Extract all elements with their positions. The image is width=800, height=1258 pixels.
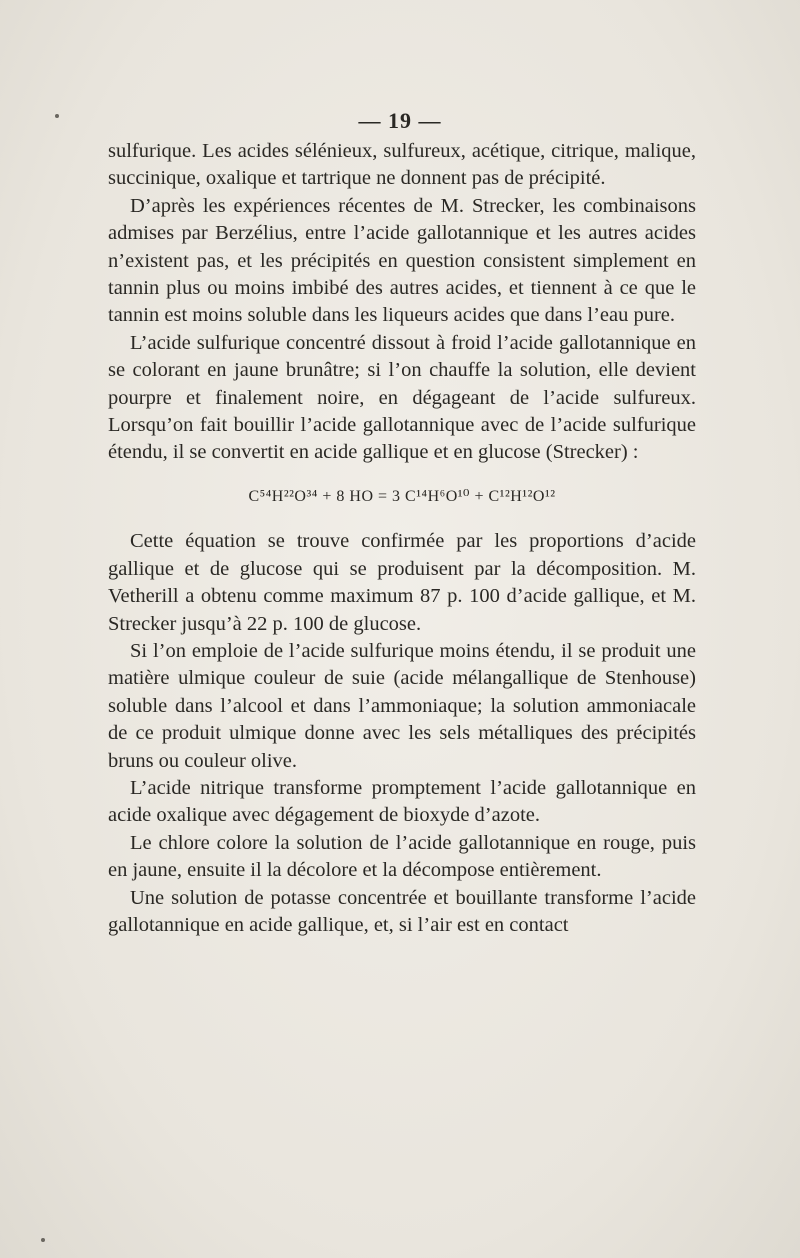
- chemical-equation: C⁵⁴H²²O³⁴ + 8 HO = 3 C¹⁴H⁶O¹⁰ + C¹²H¹²O¹²: [248, 487, 556, 505]
- speck-mark: [55, 114, 59, 118]
- speck-mark: [41, 1238, 45, 1242]
- paragraph: D’après les expériences récentes de M. Strecker, les combinaisons admises par Berzélius, entre l’acide gallotannique et les autres acides n’existent pas, et les précipités en question consistent simplement en tannin plus ou moins imbibé des autres acides, et tiennent à ce que le tannin est moins soluble dans les liqueurs acides que dans l’eau pure.: [108, 194, 696, 327]
- paragraph: Si l’on emploie de l’acide sulfurique moins étendu, il se produit une matière ulmique couleur de suie (acide mélangallique de Stenhouse) soluble dans l’alcool et dans l’ammoniaque; la solution ammoniacale de ce produit ulmique donne avec les sels métalliques des précipités bruns ou couleur olive.: [108, 639, 696, 772]
- paragraph: Cette équation se trouve confirmée par les proportions d’acide gallique et de glucose qui se produisent par la décomposition. M. Vetherill a obtenu comme maximum 87 p. 100 d’acide gallique, et M. Strecker jusqu’à 22 p. 100 de glucose.: [108, 530, 696, 635]
- paragraph: Une solution de potasse concentrée et bouillante transforme l’acide gallotannique en acide gallique, et, si l’air est en contact: [108, 886, 696, 936]
- body-text: [108, 138, 696, 939]
- page-number: — 19 —: [358, 108, 442, 133]
- paragraph: Le chlore colore la solution de l’acide gallotannique en rouge, puis en jaune, ensuite il la décolore et la décompose entièrement.: [108, 831, 696, 882]
- paragraph: L’acide sulfurique concentré dissout à froid l’acide gallotannique en se colorant en jaune brunâtre; si l’on chauffe la solution, elle devient pourpre et finalement noire, en dégageant de l’acide sulfureux. Lorsqu’on fait bouillir l’acide gallotannique avec de l’acide sulfurique étendu, il se convertit en acide gallique et en glucose (Strecker) :: [108, 331, 696, 464]
- paragraph: L’acide nitrique transforme promptement l’acide gallotannique en acide oxalique avec dégagement de bioxyde d’azote.: [108, 776, 696, 827]
- paragraph: sulfurique. Les acides sélénieux, sulfureux, acétique, citrique, malique, succinique, oxalique et tartrique ne donnent pas de précipité.: [108, 140, 696, 190]
